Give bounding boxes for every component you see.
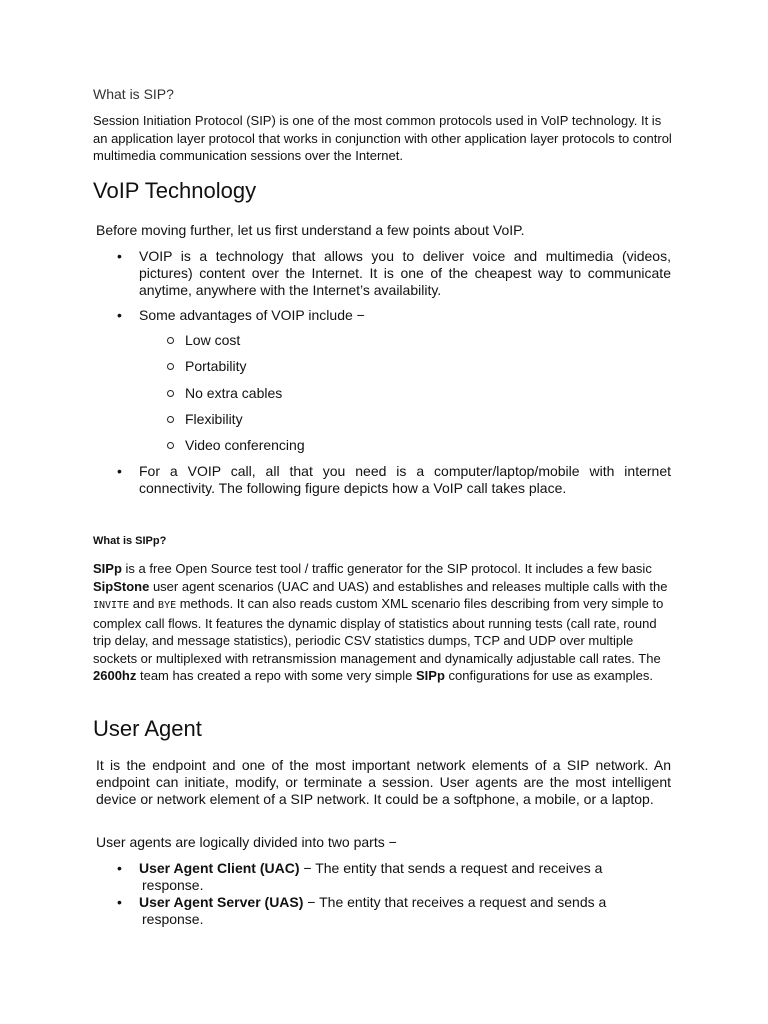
list-item: [93, 860, 671, 894]
uas-description: − The entity that receives a request and sends a: [303, 894, 607, 910]
sip-question-heading: What is SIP?: [93, 86, 174, 102]
advantage-text: Flexibility: [185, 410, 243, 427]
list-item: [162, 358, 305, 384]
sipp-text: and: [129, 596, 159, 611]
uac-label: User Agent Client (UAC): [139, 860, 300, 876]
uac-text: [139, 860, 671, 894]
user-agent-paragraph: It is the endpoint and one of the most important network elements of a SIP network. An endpoint can initiate, modify, or terminate a session. User agents are the most intelligent device or network element of a SIP network. It could be a softphone, a mobile, or a laptop.: [96, 757, 671, 807]
voip-bullet-list-3: [93, 463, 671, 497]
list-item: [162, 411, 305, 437]
bullet-text: VOIP is a technology that allows you to deliver voice and multimedia (videos, pictures) content over the Internet. It is one of the cheapest way to communicate anytime, anywhere with the Internet’s availability.: [139, 248, 671, 298]
uac-description: − The entity that sends a request and receives a: [299, 860, 603, 876]
list-item: [162, 332, 305, 358]
bullet-text: For a VOIP call, all that you need is a computer/laptop/mobile with internet connectivity. The following figure depicts how a VoIP call takes place.: [139, 463, 671, 496]
user-agent-heading: User Agent: [93, 716, 202, 741]
invite-code: INVITE: [93, 600, 130, 611]
uac-tail: response.: [142, 877, 204, 893]
voip-bullet-list-2: [93, 307, 671, 324]
advantage-text: Low cost: [185, 332, 241, 348]
sipp-text: team has created a repo with some very simple: [136, 668, 416, 683]
advantage-text: Portability: [185, 358, 247, 375]
list-item: [93, 463, 671, 497]
sipp-paragraph: [93, 560, 677, 685]
advantage-text: No extra cables: [185, 384, 283, 401]
sipp-term: SIPp: [416, 668, 445, 683]
advantage-text: Video conferencing: [185, 437, 305, 453]
sipp-text: is a free Open Source test tool / traffic generator for the SIP protocol. It includes a few basic: [121, 561, 652, 576]
sipp-term: SIPp: [93, 561, 122, 576]
voip-bullet-list-1: [93, 248, 671, 299]
circle-bullet-icon: [167, 363, 174, 370]
circle-bullet-icon: [167, 416, 174, 423]
bullet-icon: •: [117, 248, 122, 264]
circle-bullet-icon: [167, 390, 174, 397]
list-item: [93, 248, 671, 299]
bullet-icon: •: [117, 894, 122, 910]
bullet-icon: •: [117, 860, 122, 876]
bullet-icon: •: [117, 307, 122, 323]
sipstone-term: SipStone: [93, 578, 150, 594]
bullet-icon: •: [117, 463, 122, 479]
uas-tail: response.: [142, 911, 204, 927]
advantages-list: [162, 332, 305, 463]
circle-bullet-icon: [167, 442, 174, 449]
sipp-heading: What is SIPp?: [93, 535, 167, 547]
voip-heading: VoIP Technology: [93, 178, 257, 203]
list-item: [162, 385, 305, 411]
sipp-text: configurations for use as examples.: [444, 668, 654, 683]
circle-bullet-icon: [167, 337, 174, 344]
bullet-text: Some advantages of VOIP include −: [139, 307, 365, 323]
user-agent-intro: User agents are logically divided into two parts −: [96, 834, 397, 850]
uas-text: [139, 894, 671, 928]
bye-code: BYE: [158, 600, 177, 611]
list-item: [93, 894, 671, 928]
voip-intro: Before moving further, let us first understand a few points about VoIP.: [96, 222, 525, 238]
list-item: [162, 437, 305, 463]
2600hz-term: 2600hz: [93, 668, 137, 683]
uas-label: User Agent Server (UAS): [139, 894, 304, 910]
sipp-text: methods. It can also reads custom XML scenario files describing from very simple to complex call flows. It features the dynamic display of statistics about running tests (call rate, round trip delay, and message statistics), periodic CSV statistics dumps, TCP and UDP over multiple sockets or multiplexed with retransmission management and dynamically adjustable call rates. The: [93, 596, 664, 666]
list-item: [93, 307, 671, 324]
sip-paragraph: Session Initiation Protocol (SIP) is one of the most common protocols used in VoIP technology. It is an application layer protocol that works in conjunction with other application layer protocols to control multimedia communication sessions over the Internet.: [93, 113, 672, 163]
uas-list: [93, 894, 671, 928]
sipp-text: user agent scenarios (UAC and UAS) and establishes and releases multiple calls with the: [149, 578, 668, 594]
uac-list: [93, 860, 671, 894]
